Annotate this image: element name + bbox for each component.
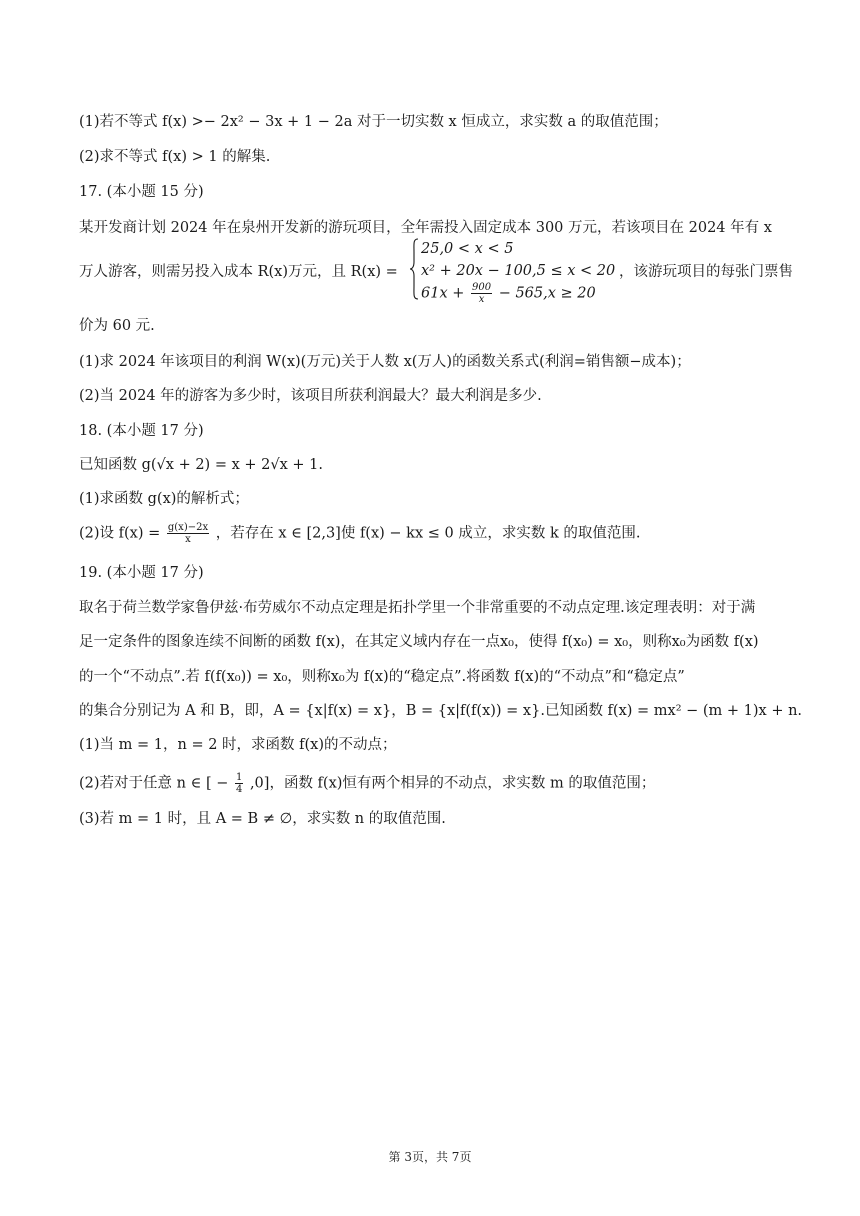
q17-part2: (2)当 2024 年的游客为多少时，该项目所获利润最大？最大利润是多少.: [79, 388, 542, 404]
q18-heading: 18. (本小题 17 分): [79, 423, 204, 439]
fraction-denominator: 4: [235, 784, 243, 795]
q19-line1: 取名于荷兰数学家鲁伊兹·布劳威尔不动点定理是拓扑学里一个非常重要的不动点定理.该定理表明：对于满: [79, 600, 756, 616]
q17-case-3-tail: − 565,x ≥ 20: [498, 285, 596, 302]
q17-case-3-lead: 61x +: [421, 285, 465, 302]
q17-price: 价为 60 元.: [79, 318, 155, 334]
q19-part1: (1)当 m = 1，n = 2 时，求函数 f(x)的不动点；: [79, 737, 397, 753]
fraction: [235, 772, 243, 795]
q19-heading: 19. (本小题 17 分): [79, 565, 204, 581]
fraction-numerator: 900: [472, 282, 492, 293]
fraction: [471, 282, 492, 305]
curly-brace-icon: [409, 238, 419, 300]
q17-intro: 某开发商计划 2024 年在泉州开发新的游玩项目，全年需投入固定成本 300 万元，若该项目在 2024 年有 x: [79, 220, 772, 236]
q16-part1: (1)若不等式 f(x) >− 2x² − 3x + 1 − 2a 对于一切实数 x 恒成立，求实数 a 的取值范围；: [79, 114, 668, 130]
q18-part2: [79, 522, 800, 545]
q17-case-3: [421, 282, 615, 304]
q19-part2: [79, 772, 800, 795]
q19-part3: (3)若 m = 1 时，且 A = B ≠ ∅，求实数 n 的取值范围.: [79, 811, 446, 827]
q18-part2-lead: (2)设 f(x) =: [79, 525, 161, 542]
q19-line4: 的集合分别记为 A 和 B，即，A = {x|f(x) = x}，B = {x|f(f(x)) = x}.已知函数 f(x) = mx² − (m + 1)x + n.: [79, 703, 803, 719]
q19-line2: 足一定条件的图象连续不间断的函数 f(x)，在其定义域内存在一点x₀，使得 f(x₀) = x₀，则称x₀为函数 f(x): [79, 634, 759, 650]
fraction-numerator: g(x)−2x: [167, 522, 209, 533]
page-number: 第 3页，共 7页: [388, 1150, 472, 1164]
q18-part1: (1)求函数 g(x)的解析式；: [79, 491, 249, 507]
q18-part2-tail: ，若存在 x ∈ [2,3]使 f(x) − kx ≤ 0 成立，求实数 k 的取值范围.: [215, 525, 641, 542]
fraction-numerator: 1: [235, 772, 243, 783]
q16-part2: (2)求不等式 f(x) > 1 的解集.: [79, 149, 271, 165]
q17-cases: [421, 238, 615, 304]
fraction: [167, 522, 209, 545]
q18-given: 已知函数 g(√x + 2) = x + 2√x + 1.: [79, 457, 323, 473]
fraction-denominator: x: [478, 294, 485, 305]
q17-piecewise-tail: ，该游玩项目的每张门票售: [619, 264, 793, 280]
q19-part2-lead: (2)若对于任意 n ∈ [ −: [79, 775, 229, 792]
q17-part1: (1)求 2024 年该项目的利润 W(x)(万元)关于人数 x(万人)的函数关系式(利润=销售额−成本)；: [79, 354, 691, 370]
q17-case-2: x² + 20x − 100,5 ≤ x < 20: [421, 263, 616, 279]
q19-line3: 的一个“不动点”.若 f(f(x₀)) = x₀，则称x₀为 f(x)的“稳定点”.将函数 f(x)的“不动点”和“稳定点”: [79, 669, 685, 685]
q17-case-1: 25,0 < x < 5: [421, 241, 514, 257]
q19-part2-tail: ,0]，函数 f(x)恒有两个相异的不动点，求实数 m 的取值范围；: [249, 775, 656, 792]
q17-piecewise-block: [79, 236, 799, 306]
fraction-denominator: x: [185, 534, 191, 545]
q17-piecewise-lead: 万人游客，则需另投入成本 R(x)万元，且 R(x) =: [79, 264, 398, 280]
q17-heading: 17. (本小题 15 分): [79, 184, 204, 200]
